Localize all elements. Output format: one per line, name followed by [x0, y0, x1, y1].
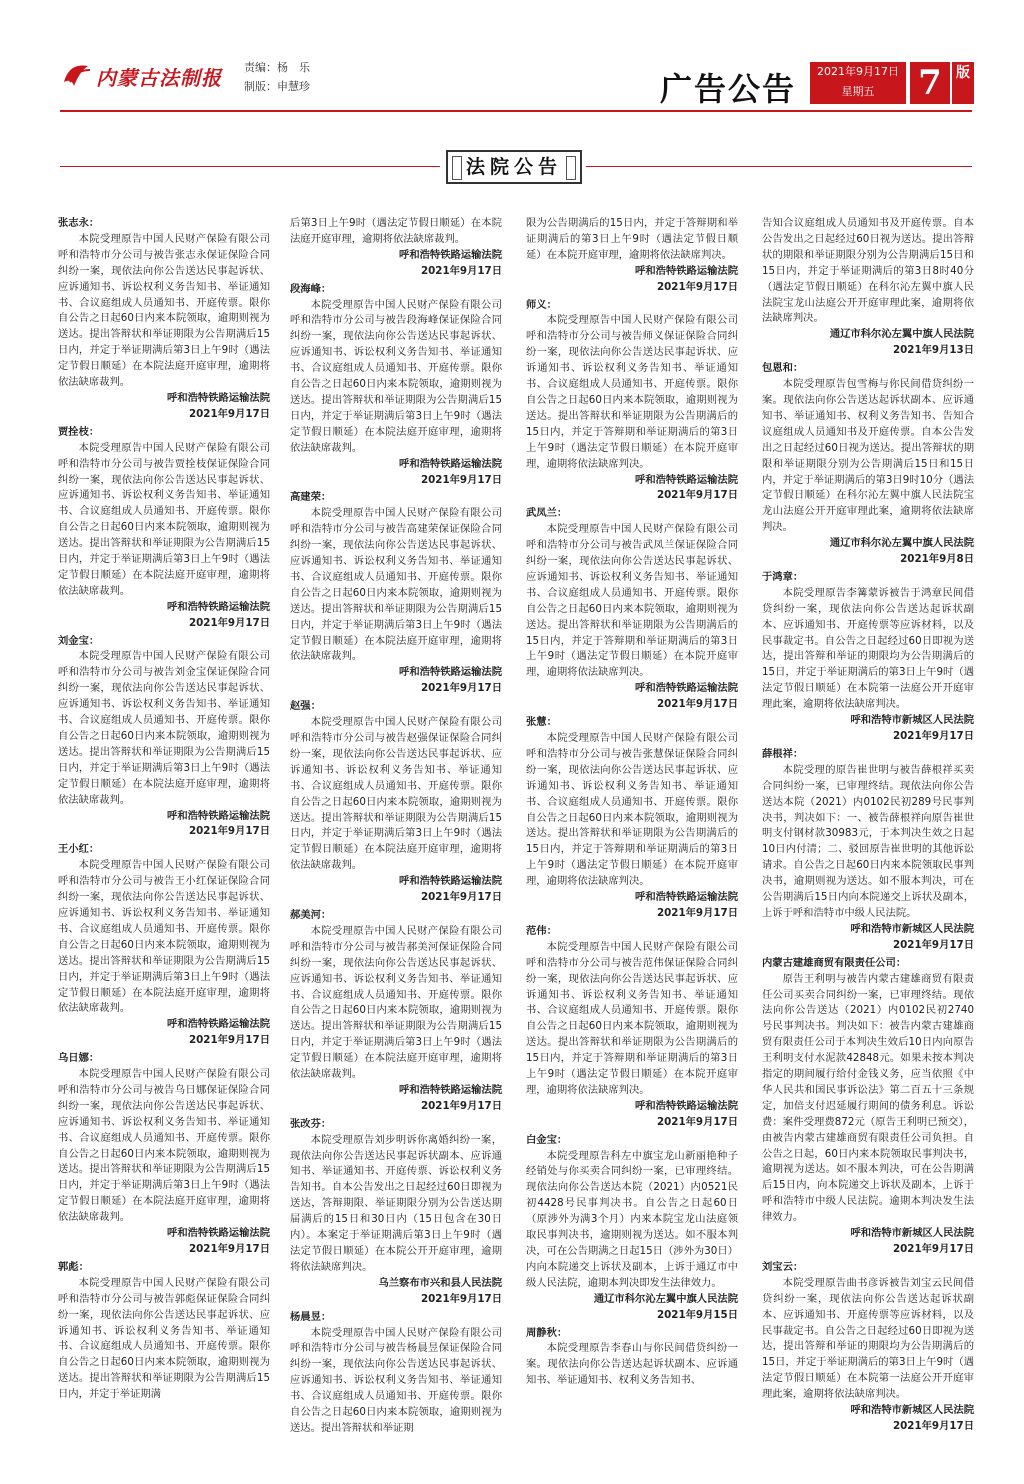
notice-court: 呼和浩特市新城区人民法院 — [850, 922, 974, 935]
column-4 — [762, 216, 974, 1437]
notice-recipient: 张志永： — [58, 217, 100, 229]
notice-court: 呼和浩特铁路运输法院 — [167, 1227, 270, 1240]
court-notice — [762, 956, 974, 1258]
banner-rule-left — [60, 166, 440, 167]
page-number: 7 — [910, 62, 950, 104]
notice-body: 本院受理原告科左中旗宝龙山新丽艳种子经销处与你买卖合同纠纷一案，已审理终结。现依法向你公告送达本院（2021）内0521民初4428号民事判决书。自公告之日起60日（原涉外为满3个月）内来本院宝龙山法庭领取民事判决书，逾期则视为送达。如不服本判决，可在公告期满之日起15日（涉外为30日）内向本院递交上诉状及副本，上诉于通辽市中级人民法院，逾期本判决即发生法律效力。 — [526, 1149, 738, 1289]
notice-body: 本院受理原告中国人民财产保险有限公司呼和浩特市分公司与被告段海峰保证保险合同纠纷一案，现依法向你公告送达民事起诉状、应诉通知书、诉讼权利义务告知书、举证通知书、合议庭组成人员通知书、开庭传票。限你自公告之日起60日内来本院领取，逾期则视为送达。提出答辩状和举证期限为公告期满后15日内，并定于举证期满后第3日上午9时（遇法定节假日顺延）在本院法庭开庭审理，逾期将依法缺席裁判。 — [290, 298, 502, 454]
notice-court: 呼和浩特铁路运输法院 — [635, 682, 738, 695]
court-notice-banner: 法院公告 — [446, 150, 582, 184]
court-notice — [526, 298, 738, 505]
notice-court: 通辽市科尔沁左翼中旗人民法院 — [593, 1292, 738, 1305]
producer-name: 制版：申慧珍 — [244, 80, 310, 93]
notice-body: 限为公告期满后的15日内，并定于答辩期和举证期满后的第3日上午9时（遇法定节假日顺延）在本院开庭审理，逾期将依法缺席判决。 — [526, 217, 738, 261]
section-title: 广告公告 — [660, 70, 797, 108]
notice-court: 呼和浩特市新城区人民法院 — [850, 1227, 974, 1240]
notice-date: 2021年9月17日 — [892, 1243, 974, 1255]
court-notice — [526, 216, 738, 296]
court-notice — [526, 715, 738, 922]
court-notice — [290, 908, 502, 1115]
notice-body: 本院受理原告中国人民财产保险有限公司呼和浩特市分公司与被告王小红保证保险合同纠纷一案，现依法向你公告送达民事起诉状、应诉通知书、诉讼权利义务告知书、举证通知书、合议庭组成人员通知书、开庭传票。限你自公告之日起60日内来本院领取，逾期则视为送达。提出答辩状和举证期限为公告期满后15日内，并定于举证期满后第3日上午9时（遇法定节假日顺延）在本院法庭开庭审理，逾期将依法缺席裁判。 — [58, 859, 270, 1015]
notice-date: 2021年9月17日 — [420, 473, 502, 486]
notice-body: 本院受理原告中国人民财产保险有限公司呼和浩特市分公司与被告贾拴枝保证保险合同纠纷一案，现依法向你公告送达民事起诉状、应诉通知书、诉讼权利义务告知书、举证通知书、合议庭组成人员通知书、开庭传票。限你自公告之日起60日内来本院领取，逾期则视为送达。提出答辩状和举证期限为公告期满后15日内，并定于举证期满后第3日上午9时（遇法定节假日顺延）在本院法庭开庭审理，逾期将依法缺席裁判。 — [58, 441, 270, 597]
court-notice — [526, 924, 738, 1131]
notice-body: 本院受理原告中国人民财产保险有限公司呼和浩特市分公司与被告杨晨昱保证保险合同纠纷一案，现依法向你公告送达民事起诉状、应诉通知书、诉讼权利义务告知书、举证通知书、合议庭组成人员通知书、开庭传票。限你自公告之日起60日内来本院领取，逾期则视为送达。提出答辩状和举证期 — [290, 1326, 502, 1434]
notice-body: 本院受理原告中国人民财产保险有限公司呼和浩特市分公司与被告高建荣保证保险合同纠纷一案，现依法向你公告送达民事起诉状、应诉通知书、诉讼权利义务告知书、举证通知书、合议庭组成人员通知书、开庭传票。限你自公告之日起60日内来本院领取，逾期则视为送达。提出答辩状和举证期限为公告期满后15日内，并定于举证期满后第3日上午9时（遇法定节假日顺延）在本院法庭开庭审理，逾期将依法缺席裁判。 — [290, 507, 502, 663]
notice-date: 2021年9月17日 — [656, 280, 738, 293]
notice-court: 呼和浩特铁路运输法院 — [167, 809, 270, 822]
notice-recipient: 内蒙古建雄商贸有限责任公司： — [762, 956, 907, 969]
notice-court: 通辽市科尔沁左翼中旗人民法院 — [829, 328, 974, 341]
column-3 — [526, 216, 738, 1389]
notice-court: 呼和浩特铁路运输法院 — [635, 891, 738, 904]
notice-body: 本院受理原告中国人民财产保险有限公司呼和浩特市分公司与被告范伟保证保险合同纠纷一案，现依法向你公告送达民事起诉状、应诉通知书、诉讼权利义务告知书、举证通知书、合议庭组成人员通知书、开庭传票。限你自公告之日起60日内来本院领取，逾期则视为送达。提出答辩状和举证期限为公告期满后的15日内，并定于答辩期和举证期满后的第3日上午9时（遇法定节假日顺延）在本院开庭审理，逾期将依法缺席判决。 — [526, 940, 738, 1096]
notice-recipient: 包恩和： — [762, 362, 804, 375]
court-notice — [58, 842, 270, 1049]
court-notice — [762, 570, 974, 745]
notice-court: 通辽市科尔沁左翼中旗人民法院 — [829, 537, 974, 550]
notice-recipient: 乌日娜： — [58, 1052, 100, 1065]
notice-date: 2021年9月17日 — [656, 698, 738, 711]
notice-date: 2021年9月17日 — [188, 825, 270, 838]
column-1 — [58, 216, 270, 1403]
notice-body: 本院受理原告中国人民财产保险有限公司呼和浩特市分公司与被告武凤兰保证保险合同纠纷一案，现依法向你公告送达民事起诉状、应诉通知书、诉讼权利义务告知书、举证通知书、合议庭组成人员通知书、开庭传票。限你自公告之日起60日内来本院领取，逾期则视为送达。提出答辩状和举证期限为公告期满后的15日内，并定于答辩期和举证期满后的第3日上午9时（遇法定节假日顺延）在本院开庭审理，逾期将依法缺席判决。 — [526, 523, 738, 679]
notice-court: 呼和浩特铁路运输法院 — [399, 457, 502, 470]
notice-body: 本院受理原告李春山与你民间借贷纠纷一案。现依法向你公告送达起诉状副本、应诉通知书、举证通知书、权利义务告知书、 — [526, 1342, 738, 1387]
notice-recipient: 郝美河： — [290, 908, 332, 921]
column-2 — [290, 216, 502, 1437]
notice-court: 呼和浩特市新城区人民法院 — [850, 714, 974, 727]
banner-rule-right — [586, 166, 972, 167]
notice-recipient: 王小红： — [58, 843, 100, 856]
notice-court: 呼和浩特市新城区人民法院 — [850, 1404, 974, 1417]
header-divider — [60, 110, 972, 112]
notice-body: 本院受理原告曲书彦诉被告刘宝云民间借贷纠纷一案，现依法向你公告送达起诉状副本、应诉通知书、开庭传票等应诉材料，以及民事裁定书。自公告之日起经过60日即视为送达，提出答辩和举证的期限均为公告期满后的15日，并定于举证期满后的第3日上午9时（遇法定节假日顺延）在本院第一法庭公开开庭审理此案，逾期将依法缺席判决。 — [762, 1276, 974, 1401]
notice-date: 2021年9月17日 — [188, 616, 270, 629]
notice-body: 原告王利明与被告内蒙古建雄商贸有限责任公司买卖合同纠纷一案，已审理终结。现依法向你公告送达（2021）内0102民初2740号民事判决书。判决如下：被告内蒙古建雄商贸有限责任公司于本判决生效后10日内向原告王利明支付水泥款42848元。如果未按本判决指定的期间履行给付金钱义务，应当依照《中华人民共和国民事诉讼法》第二百五十三条规定，加倍支付迟延履行期间的债务利息。诉讼费：案件受理费872元（原告王利明已预交），由被告内蒙古建雄商贸有限责任公司负担。自公告之日起，60日内来本院领取民事判决书，逾期视为送达。如不服本判决，可在公告期满后15日内，向本院递交上诉状及副本，上诉于呼和浩特市中级人民法院。逾期本判决发生法律效力。 — [762, 972, 974, 1224]
notice-date: 2021年9月13日 — [892, 344, 974, 357]
notice-body: 本院受理原告刘步明诉你离婚纠纷一案，现依法向你公告送达民事起诉状副本、应诉通知书、举证通知书、开庭传票、诉讼权利义务告知书。自本公告发出之日起经过60日即视为送达，答辩期限、举证期限分别为公告送达期届满后的15日和30日内（15日包含在30日内）。本案定于举证期满后第3日上午9时（遇法定节假日顺延）在本院公开开庭审理，逾期将依法缺席判决。 — [290, 1133, 502, 1273]
notice-body: 本院受理原告李篝蒙诉被告于鸿章民间借贷纠纷一案，现依法向你公告送达起诉状副本、应诉通知书、开庭传票等应诉材料，以及民事裁定书。自公告之日起经过60日即视为送达，提出答辩和举证的期限均为公告期满后的15日，并定于举证期满后的第3日上午9时（遇法定节假日顺延）在本院第一法庭公开开庭审理此案，逾期将依法缺席判决。 — [762, 586, 974, 711]
notice-body: 告知合议庭组成人员通知书及开庭传票。自本公告发出之日起经过60日视为送达。提出答辩状的期限和举证期限分别为公告期满后15日和15日内，并定于举证期满后的第3日8时40分（遇法定节假日顺延）在科尔沁左翼中旗人民法院宝龙山法庭公开开庭审理此案，逾期将依法缺席判决。 — [762, 217, 974, 325]
notice-body: 本院受理原告中国人民财产保险有限公司呼和浩特市分公司与被告张志永保证保险合同纠纷一案，现依法向你公告送达民事起诉状、应诉通知书、诉讼权利义务告知书、举证通知书、合议庭组成人员通知书、开庭传票。限你自公告之日起60日内来本院领取，逾期则视为送达。提出答辩状和举证期限为公告期满后15日内，并定于举证期满后第3日上午9时（遇法定节假日顺延）在本院法庭开庭审理，逾期将依法缺席裁判。 — [58, 232, 270, 389]
court-notice — [526, 506, 738, 713]
notice-body: 本院受理原告中国人民财产保险有限公司呼和浩特市分公司与被告师义保证保险合同纠纷一案，现依法向你公告送达民事起诉状、应诉通知书、诉讼权利义务告知书、举证通知书、合议庭组成人员通知书、开庭传票。限你自公告之日起60日内来本院领取，逾期则视为送达。提出答辩状和举证期限为公告期满后的15日内，并定于答辩期和举证期满后的第3日上午9时（遇法定节假日顺延）在本院开庭审理，逾期将依法缺席判决。 — [526, 314, 738, 470]
notice-date: 2021年9月17日 — [420, 1292, 502, 1305]
notice-recipient: 范伟： — [526, 924, 557, 937]
notice-body: 本院受理的原告崔世明与被告薛根祥买卖合同纠纷一案，已审理终结。现依法向你公告送达本院（2021）内0102民初289号民事判决书，判决如下：一、被告薛根祥向原告崔世明支付钢材款30983元，于本判决生效之日起10日内付清；二、驳回原告崔世明的其他诉讼请求。自公告之日起60日内来本院领取民事判决书，逾期则视为送达。如不服本判决，可在公告期满后15日内向本院递交上诉状及副本，上诉于呼和浩特市中级人民法院。 — [762, 763, 974, 919]
notice-body: 后第3日上午9时（遇法定节假日顺延）在本院法庭开庭审理，逾期将依法缺席裁判。 — [290, 217, 502, 245]
notice-date: 2021年9月17日 — [188, 1243, 270, 1255]
notice-recipient: 周静秋： — [526, 1326, 568, 1339]
notice-recipient: 武凤兰： — [526, 507, 568, 520]
court-notice — [526, 1133, 738, 1324]
court-notice — [526, 1326, 738, 1390]
notice-recipient: 贾拴枝： — [58, 425, 100, 438]
notice-recipient: 刘金宝： — [58, 634, 100, 647]
notice-recipient: 刘宝云： — [762, 1260, 804, 1273]
notice-date: 2021年9月17日 — [420, 264, 502, 277]
court-notice — [762, 361, 974, 568]
court-notice — [58, 216, 270, 423]
court-notice — [58, 425, 270, 632]
masthead — [0, 0, 1024, 120]
notice-date: 2021年9月17日 — [656, 906, 738, 919]
notice-court: 呼和浩特铁路运输法院 — [635, 1099, 738, 1112]
notice-date: 2021年9月17日 — [188, 1034, 270, 1047]
notice-court: 呼和浩特铁路运输法院 — [399, 248, 502, 261]
court-notice — [58, 1051, 270, 1258]
newspaper-logo-icon — [62, 62, 92, 88]
notice-date: 2021年9月17日 — [188, 407, 270, 420]
notice-date: 2021年9月17日 — [420, 682, 502, 695]
notice-court: 呼和浩特铁路运输法院 — [399, 875, 502, 888]
notice-court: 呼和浩特铁路运输法院 — [167, 1018, 270, 1031]
court-notice — [58, 1260, 270, 1403]
notice-date: 2021年9月17日 — [892, 938, 974, 951]
notice-date: 2021年9月15日 — [656, 1308, 738, 1321]
court-notice — [290, 1310, 502, 1437]
notice-recipient: 薛根祥： — [762, 747, 804, 760]
notice-court: 呼和浩特铁路运输法院 — [167, 391, 270, 404]
notice-recipient: 郭彪： — [58, 1260, 89, 1273]
court-notice — [290, 1117, 502, 1308]
notice-date: 2021年9月17日 — [656, 1115, 738, 1128]
issue-date-box — [810, 62, 906, 104]
notice-body: 本院受理原告中国人民财产保险有限公司呼和浩特市分公司与被告乌日娜保证保险合同纠纷一案，现依法向你公告送达民事起诉状、应诉通知书、诉讼权利义务告知书、举证通知书、合议庭组成人员通知书、开庭传票。限你自公告之日起60日内来本院领取，逾期则视为送达。提出答辩状和举证期限为公告期满后15日内，并定于举证期满后第3日上午9时（遇法定节假日顺延）在本院法庭开庭审理，逾期将依法缺席裁判。 — [58, 1068, 270, 1224]
court-notice — [762, 1260, 974, 1435]
court-notice — [290, 699, 502, 906]
notice-court: 呼和浩特铁路运输法院 — [399, 1083, 502, 1096]
notice-court: 呼和浩特铁路运输法院 — [167, 600, 270, 613]
issue-date: 2021年9月17日 — [817, 65, 899, 78]
notice-recipient: 张慧： — [526, 716, 557, 729]
notice-body: 本院受理原告中国人民财产保险有限公司呼和浩特市分公司与被告郭彪保证保险合同纠纷一案，现依法向你公告送达民事起诉状、应诉通知书、诉讼权利义务告知书、举证通知书、合议庭组成人员通知书、开庭传票。限你自公告之日起60日内来本院领取，逾期则视为送达。提出答辩状和举证期限为公告期满后15日内，并定于举证期满 — [58, 1276, 270, 1401]
notice-date: 2021年9月8日 — [900, 553, 974, 566]
notice-recipient: 白金宝： — [526, 1133, 568, 1146]
notice-body: 本院受理原告包雪梅与你民间借贷纠纷一案。现依法向你公告送达起诉状副本、应诉通知书、举证通知书、权利义务告知书、告知合议庭组成人员通知书及开庭传票。自本公告发出之日起经过60日视为送达。提出答辩状的期限和举证期限分别为公告期满后15日和15日内，并定于举证期满后的第3日9时10分（遇法定节假日顺延）在科尔沁左翼中旗人民法院宝龙山法庭公开开庭审理此案，逾期将依法缺席判决。 — [762, 378, 974, 534]
notice-body: 本院受理原告中国人民财产保险有限公司呼和浩特市分公司与被告刘金宝保证保险合同纠纷一案，现依法向你公告送达民事起诉状、应诉通知书、诉讼权利义务告知书、举证通知书、合议庭组成人员通知书、开庭传票。限你自公告之日起60日内来本院领取，逾期则视为送达。提出答辩状和举证期限为公告期满后15日内，并定于举证期满后第3日上午9时（遇法定节假日顺延）在本院法庭开庭审理，逾期将依法缺席裁判。 — [58, 650, 270, 806]
notice-court: 乌兰察布市兴和县人民法院 — [378, 1276, 502, 1289]
notice-date: 2021年9月17日 — [892, 730, 974, 742]
page-label: 版 — [952, 62, 974, 104]
notice-court: 呼和浩特铁路运输法院 — [635, 264, 738, 277]
notice-recipient: 高建荣： — [290, 491, 332, 504]
notice-body: 本院受理原告中国人民财产保险有限公司呼和浩特市分公司与被告郝美河保证保险合同纠纷一案，现依法向你公告送达民事起诉状、应诉通知书、诉讼权利义务告知书、举证通知书、合议庭组成人员通知书、开庭传票。限你自公告之日起60日内来本院领取，逾期则视为送达。提出答辩状和举证期限为公告期满后15日内，并定于举证期满后第3日上午9时（遇法定节假日顺延）在本院法庭开庭审理，逾期将依法缺席裁判。 — [290, 924, 502, 1081]
notice-date: 2021年9月17日 — [420, 891, 502, 904]
notice-date: 2021年9月17日 — [892, 1419, 974, 1432]
newspaper-logo: 内蒙古法制报 — [96, 66, 222, 90]
court-notice — [290, 282, 502, 489]
notice-body: 本院受理原告中国人民财产保险有限公司呼和浩特市分公司与被告张慧保证保险合同纠纷一案，现依法向你公告送达民事起诉状、应诉通知书、诉讼权利义务告知书、举证通知书、合议庭组成人员通知书、开庭传票。限你自公告之日起60日内来本院领取，逾期则视为送达。提出答辩状和举证期限为公告期满后的15日内，并定于答辩期和举证期满后的第3日上午9时（遇法定节假日顺延）在本院开庭审理，逾期将依法缺席判决。 — [526, 732, 738, 888]
notice-recipient: 于鸿章： — [762, 570, 804, 583]
notice-recipient: 段海峰： — [290, 282, 332, 295]
notice-recipient: 师义： — [526, 298, 557, 311]
notice-date: 2021年9月17日 — [656, 489, 738, 502]
notice-court: 呼和浩特铁路运输法院 — [399, 666, 502, 679]
editor-credits — [244, 58, 310, 96]
notice-recipient: 赵强： — [290, 700, 321, 713]
court-notice — [762, 216, 974, 359]
notice-body: 本院受理原告中国人民财产保险有限公司呼和浩特市分公司与被告赵强保证保险合同纠纷一案，现依法向你公告送达民事起诉状、应诉通知书、诉讼权利义务告知书、举证通知书、合议庭组成人员通知书、开庭传票。限你自公告之日起60日内来本院领取，逾期则视为送达。提出答辩状和举证期限为公告期满后15日内，并定于举证期满后第3日上午9时（遇法定节假日顺延）在本院法庭开庭审理，逾期将依法缺席裁判。 — [290, 716, 502, 872]
notice-recipient: 张改芬： — [290, 1117, 332, 1130]
editor-name: 责编：杨 乐 — [244, 61, 310, 74]
notice-date: 2021年9月17日 — [420, 1099, 502, 1112]
court-notice — [58, 634, 270, 841]
issue-weekday: 星期五 — [841, 85, 875, 98]
court-notice — [762, 747, 974, 954]
court-notice — [290, 216, 502, 280]
notice-recipient: 杨晨昱： — [290, 1310, 332, 1323]
notice-court: 呼和浩特铁路运输法院 — [635, 473, 738, 486]
court-notice — [290, 490, 502, 697]
